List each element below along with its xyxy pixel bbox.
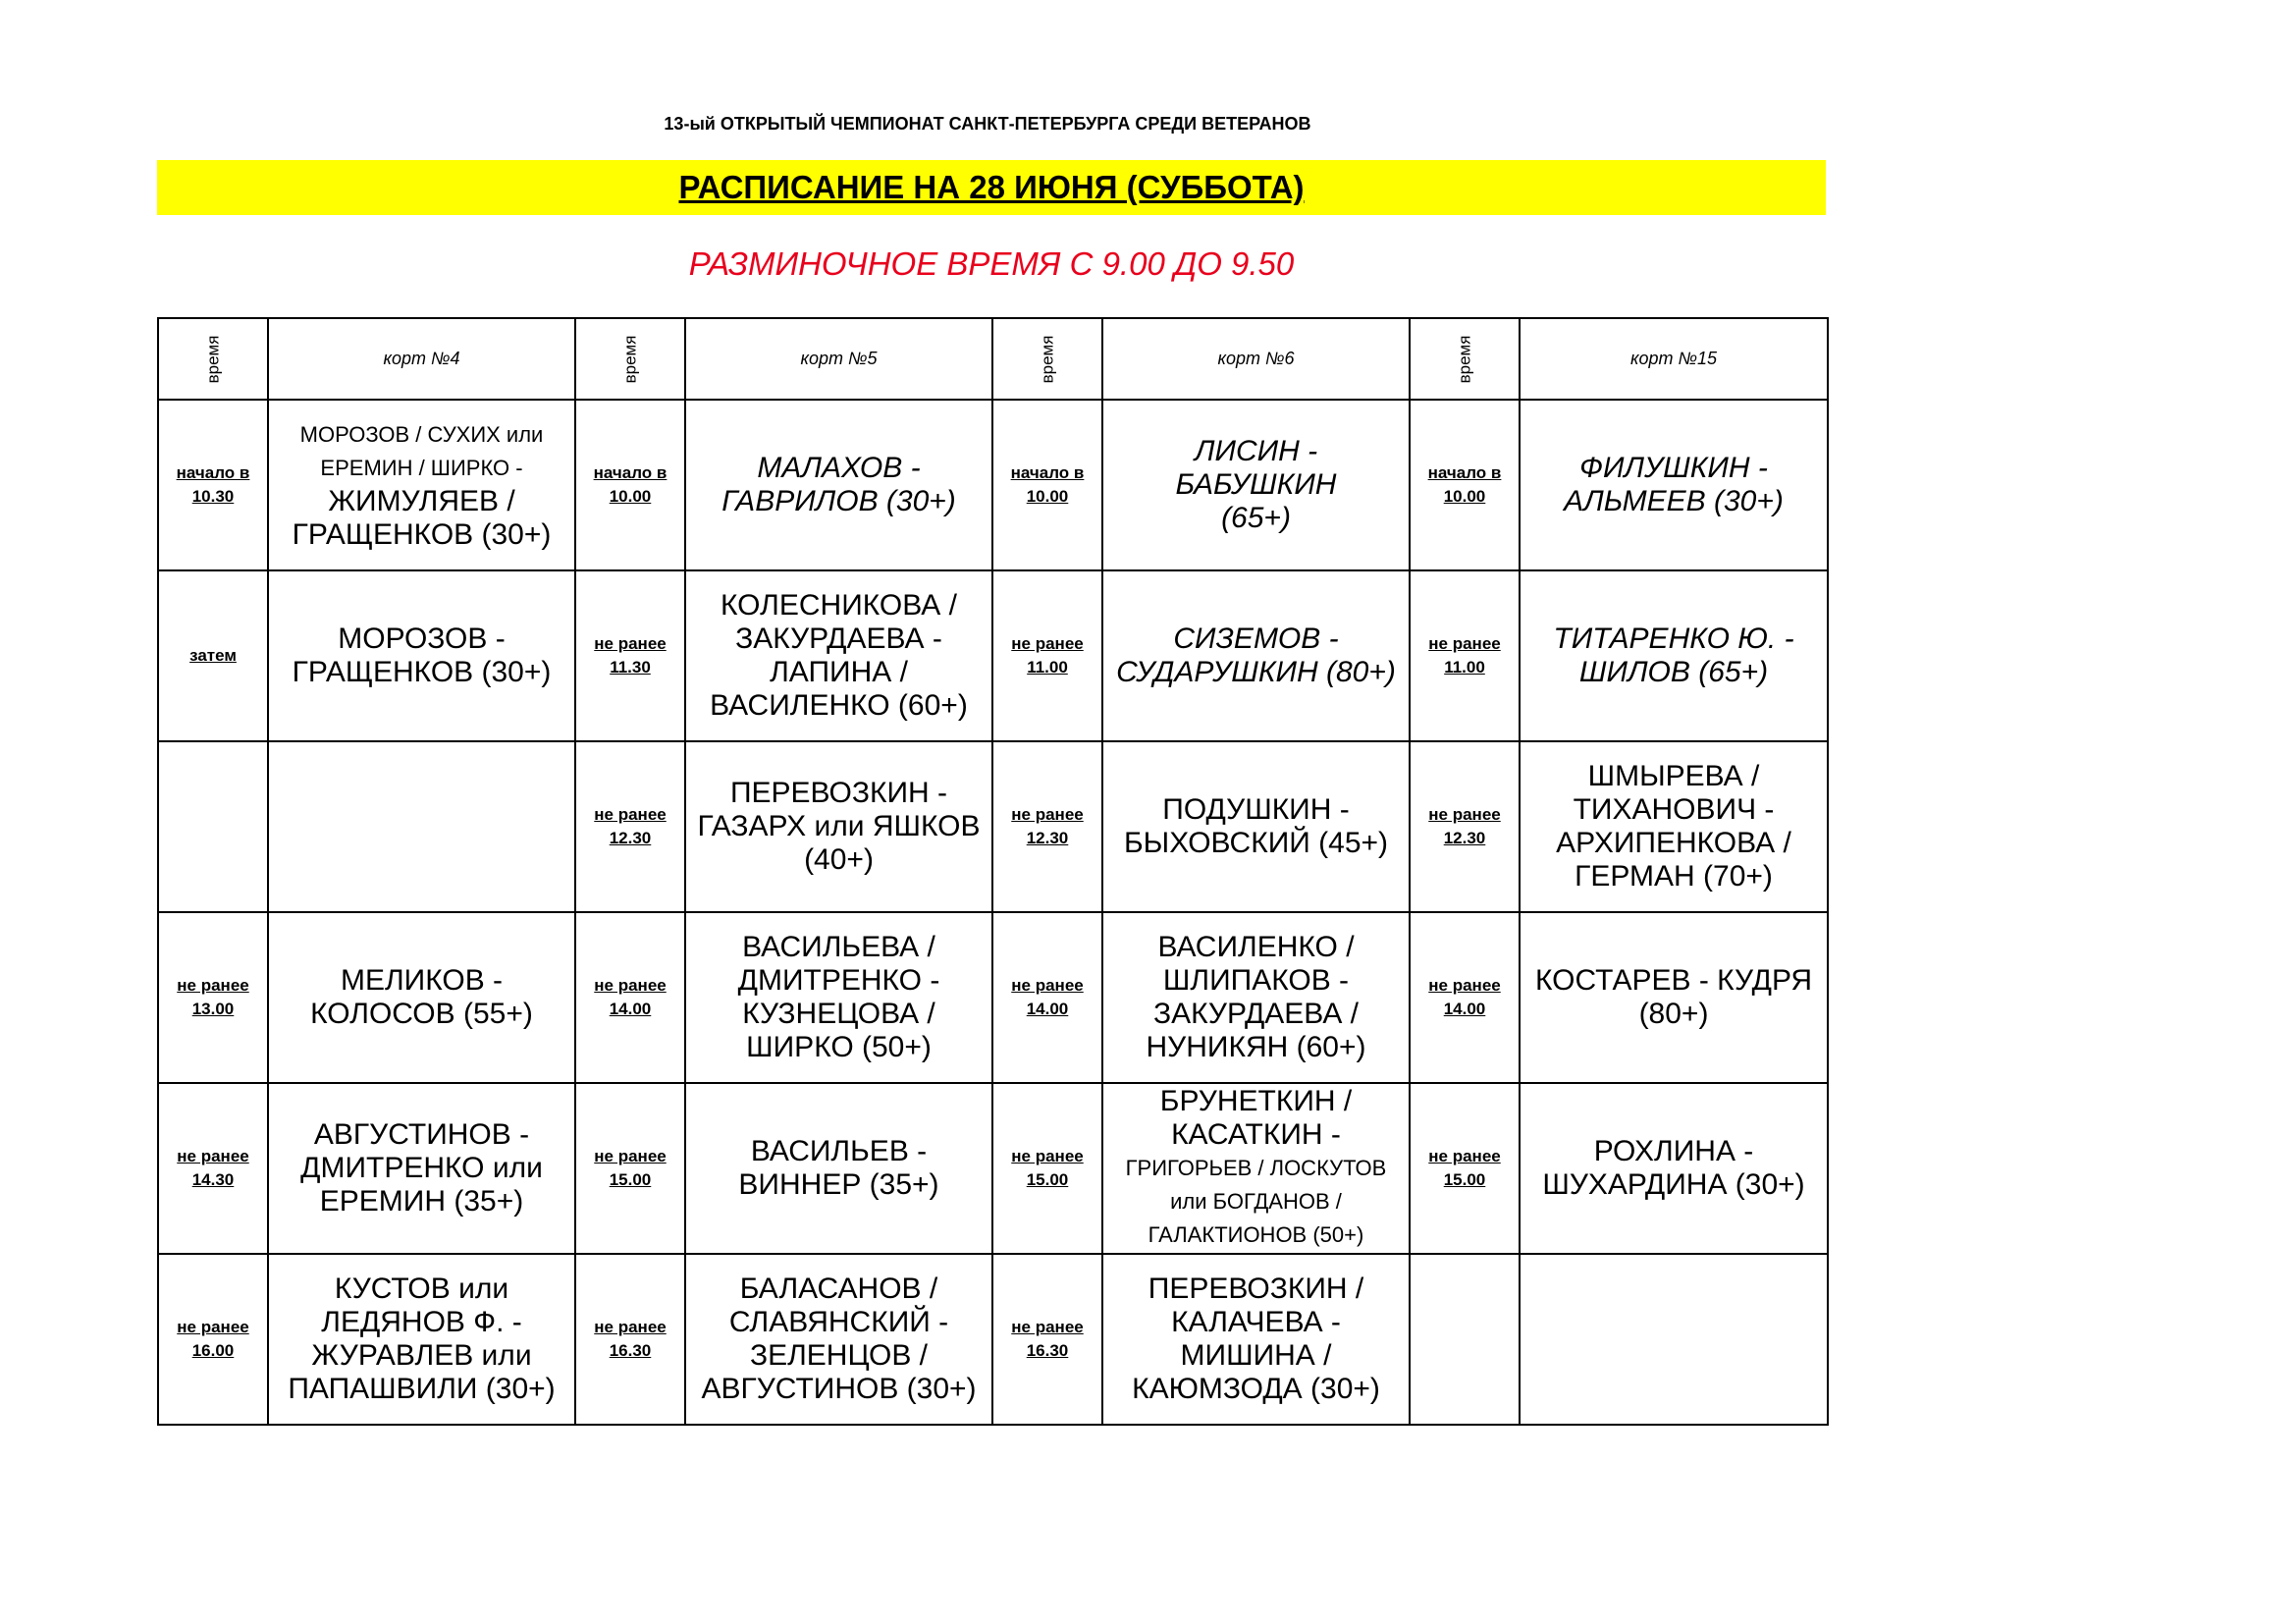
schedule-row xyxy=(158,1083,1828,1254)
match-line: ГАВРИЛОВ (30+) xyxy=(721,485,956,517)
time-line: 16.30 xyxy=(609,1341,652,1360)
match-line: ЕРЕМИН (35+) xyxy=(319,1185,524,1218)
time-line: 15.00 xyxy=(609,1170,652,1189)
match-cell xyxy=(1520,1083,1828,1254)
time-cell xyxy=(1410,400,1520,570)
start-time xyxy=(167,974,259,1021)
match-line: ЗАКУРДАЕВА / xyxy=(1152,998,1360,1030)
schedule-banner xyxy=(157,160,1826,215)
time-cell xyxy=(575,570,685,741)
time-line: не ранее xyxy=(594,1147,667,1165)
match-line: ВАСИЛЬЕВ - xyxy=(750,1135,928,1167)
match-entry xyxy=(1528,1135,1819,1202)
time-line: не ранее xyxy=(594,1318,667,1336)
time-cell xyxy=(1410,570,1520,741)
start-time xyxy=(1418,974,1511,1021)
match-entry xyxy=(1111,623,1401,689)
time-line: 10.30 xyxy=(191,487,235,506)
time-cell xyxy=(992,1254,1102,1425)
time-line: не ранее xyxy=(177,1147,249,1165)
time-line: 15.00 xyxy=(1026,1170,1069,1189)
match-cell xyxy=(268,400,575,570)
match-line: АВГУСТИНОВ (30+) xyxy=(701,1373,977,1405)
match-cell xyxy=(685,570,992,741)
match-cell xyxy=(685,1254,992,1425)
match-line: ЕРЕМИН / ШИРКО - xyxy=(320,456,523,480)
time-line: не ранее xyxy=(594,805,667,824)
match-line: КУСТОВ или xyxy=(334,1272,509,1305)
match-line: МИШИНА / xyxy=(1180,1339,1332,1372)
time-header: время xyxy=(1410,318,1520,400)
time-line: 12.30 xyxy=(609,829,652,847)
time-line: не ранее xyxy=(177,1318,249,1336)
start-time xyxy=(167,1316,259,1363)
start-time xyxy=(167,1145,259,1192)
start-time xyxy=(584,461,676,509)
match-cell xyxy=(685,912,992,1083)
match-entry xyxy=(1111,435,1401,535)
start-time xyxy=(167,461,259,509)
time-line: 11.30 xyxy=(610,658,651,677)
match-line: МЕЛИКОВ - xyxy=(340,964,504,997)
match-entry xyxy=(277,1118,566,1218)
match-line: ПОДУШКИН - xyxy=(1162,793,1350,826)
match-line: ШИРКО (50+) xyxy=(746,1031,932,1063)
time-header: время xyxy=(992,318,1102,400)
time-cell xyxy=(158,400,268,570)
start-time xyxy=(1001,632,1094,679)
match-line: ГРАЩЕНКОВ (30+) xyxy=(292,518,552,551)
schedule-row xyxy=(158,741,1828,912)
start-time xyxy=(1418,461,1511,509)
time-line: не ранее xyxy=(1428,634,1501,653)
match-cell xyxy=(1520,741,1828,912)
match-line: СЛАВЯНСКИЙ - xyxy=(728,1306,949,1338)
time-cell xyxy=(575,1083,685,1254)
start-time xyxy=(1001,1145,1094,1192)
start-time xyxy=(584,1145,676,1192)
schedule-body xyxy=(158,318,1828,1425)
match-line: БЫХОВСКИЙ (45+) xyxy=(1123,827,1389,859)
time-line: не ранее xyxy=(594,976,667,995)
time-line: 16.30 xyxy=(1026,1341,1069,1360)
time-cell xyxy=(992,912,1102,1083)
time-line: 10.00 xyxy=(1443,487,1486,506)
schedule-title: РАСПИСАНИЕ НА 28 ИЮНЯ (СУББОТА) xyxy=(678,169,1305,205)
match-entry xyxy=(277,623,566,689)
time-cell xyxy=(158,741,268,912)
time-line: 14.00 xyxy=(609,1000,652,1018)
match-line: ЛИСИН - БАБУШКИН xyxy=(1175,435,1337,501)
match-entry xyxy=(1528,964,1819,1031)
match-line: КАЮМЗОДА (30+) xyxy=(1132,1373,1380,1405)
match-entry xyxy=(1111,793,1401,860)
time-line: 14.00 xyxy=(1026,1000,1069,1018)
match-cell xyxy=(1102,1083,1410,1254)
time-cell xyxy=(1410,1083,1520,1254)
time-cell xyxy=(158,1083,268,1254)
match-cell xyxy=(1102,741,1410,912)
match-line: ГАЛАКТИОНОВ (50+) xyxy=(1148,1222,1364,1247)
match-line: КОЛЕСНИКОВА / xyxy=(721,589,957,622)
match-line: ПАПАШВИЛИ (30+) xyxy=(288,1373,556,1405)
schedule-row xyxy=(158,912,1828,1083)
court-header: корт №4 xyxy=(268,318,575,400)
match-cell xyxy=(685,741,992,912)
match-cell xyxy=(268,1254,575,1425)
match-line: АВГУСТИНОВ - xyxy=(313,1118,530,1151)
championship-title: 13-ый ОТКРЫТЫЙ ЧЕМПИОНАТ САНКТ-ПЕТЕРБУРГА СРЕДИ ВЕТЕРАНОВ xyxy=(664,114,1311,134)
match-line: ЛЕДЯНОВ Ф. - xyxy=(321,1306,522,1338)
time-cell xyxy=(992,400,1102,570)
match-line: (80+) xyxy=(1638,998,1709,1030)
match-entry xyxy=(694,1135,984,1202)
time-cell xyxy=(158,570,268,741)
time-line: 12.30 xyxy=(1443,829,1486,847)
match-cell xyxy=(1520,912,1828,1083)
time-cell xyxy=(575,1254,685,1425)
court-header: корт №6 xyxy=(1102,318,1410,400)
match-line: ФИЛУШКИН - xyxy=(1579,452,1768,484)
match-entry xyxy=(694,931,984,1064)
match-line: ЛАПИНА / xyxy=(770,656,908,688)
match-line: ЖИМУЛЯЕВ / xyxy=(328,485,515,517)
match-line: ШЛИПАКОВ - xyxy=(1162,964,1350,997)
start-time xyxy=(584,632,676,679)
time-cell xyxy=(158,1254,268,1425)
match-cell xyxy=(1102,912,1410,1083)
match-line: КОСТАРЕВ - КУДРЯ xyxy=(1534,964,1813,997)
match-cell xyxy=(268,741,575,912)
match-line: КОЛОСОВ (55+) xyxy=(310,998,533,1030)
match-entry xyxy=(277,1272,566,1406)
match-line: КУЗНЕЦОВА / xyxy=(742,998,935,1030)
time-line: не ранее xyxy=(1428,1147,1501,1165)
warmup-notice: РАЗМИНОЧНОЕ ВРЕМЯ С 9.00 ДО 9.50 xyxy=(688,245,1295,282)
start-time xyxy=(584,1316,676,1363)
time-line: не ранее xyxy=(177,976,249,995)
match-line: КАСАТКИН - xyxy=(1171,1118,1341,1151)
match-cell xyxy=(1520,570,1828,741)
match-line: ВИННЕР (35+) xyxy=(738,1168,939,1201)
time-line: начало в xyxy=(593,463,667,482)
start-time xyxy=(1001,803,1094,850)
time-line: не ранее xyxy=(1011,1147,1084,1165)
schedule-row xyxy=(158,1254,1828,1425)
time-header: время xyxy=(575,318,685,400)
time-line: начало в xyxy=(1010,463,1085,482)
match-entry xyxy=(1528,760,1819,893)
time-cell xyxy=(575,400,685,570)
time-line: 12.30 xyxy=(1026,829,1069,847)
match-line: НУНИКЯН (60+) xyxy=(1146,1031,1366,1063)
match-line: (65+) xyxy=(1221,502,1291,534)
match-line: ТИХАНОВИЧ - xyxy=(1573,793,1775,826)
match-cell xyxy=(268,570,575,741)
match-line: ШМЫРЕВА / xyxy=(1587,760,1760,792)
time-line: 10.00 xyxy=(609,487,652,506)
time-line: 16.00 xyxy=(191,1341,235,1360)
match-line: ВАСИЛЕНКО / xyxy=(1157,931,1355,963)
time-line: начало в xyxy=(1427,463,1502,482)
match-line: ГАЗАРХ или ЯШКОВ xyxy=(697,810,981,842)
schedule-table xyxy=(157,317,1829,1426)
time-line: не ранее xyxy=(1428,976,1501,995)
time-line: не ранее xyxy=(1011,1318,1084,1336)
match-cell xyxy=(1102,400,1410,570)
time-line: 13.00 xyxy=(191,1000,235,1018)
start-time xyxy=(584,803,676,850)
match-line: ГРАЩЕНКОВ (30+) xyxy=(292,656,552,688)
start-time xyxy=(1418,632,1511,679)
match-line: АРХИПЕНКОВА / xyxy=(1556,827,1791,859)
match-line: ГЕРМАН (70+) xyxy=(1575,860,1773,893)
match-line: ВАСИЛЬЕВА / xyxy=(742,931,935,963)
match-entry xyxy=(1528,623,1819,689)
match-line: или БОГДАНОВ / xyxy=(1170,1189,1342,1214)
match-line: МОРОЗОВ - xyxy=(338,623,506,655)
match-line: ЗЕЛЕНЦОВ / xyxy=(749,1339,929,1372)
schedule-row xyxy=(158,570,1828,741)
match-line: КАЛАЧЕВА - xyxy=(1171,1306,1341,1338)
match-entry xyxy=(1528,452,1819,518)
time-line: 11.00 xyxy=(1027,658,1068,677)
match-line: ШИЛОВ (65+) xyxy=(1578,656,1769,688)
start-time xyxy=(1418,1145,1511,1192)
match-line: ВАСИЛЕНКО (60+) xyxy=(710,689,968,722)
match-cell xyxy=(685,1083,992,1254)
match-line: БАЛАСАНОВ / xyxy=(739,1272,938,1305)
time-line: не ранее xyxy=(1011,805,1084,824)
match-cell xyxy=(1102,1254,1410,1425)
match-line: РОХЛИНА - xyxy=(1593,1135,1754,1167)
match-cell xyxy=(685,400,992,570)
match-cell xyxy=(268,912,575,1083)
time-cell xyxy=(575,741,685,912)
match-line: ГРИГОРЬЕВ / ЛОСКУТОВ xyxy=(1125,1156,1387,1180)
time-cell xyxy=(1410,741,1520,912)
match-line: ПЕРЕВОЗКИН / xyxy=(1148,1272,1364,1305)
match-cell xyxy=(1520,400,1828,570)
time-cell xyxy=(992,570,1102,741)
time-line: начало в xyxy=(176,463,250,482)
match-entry xyxy=(1111,931,1401,1064)
time-line: затем xyxy=(189,646,237,665)
match-entry xyxy=(1111,1085,1401,1252)
match-cell xyxy=(1520,1254,1828,1425)
time-line: не ранее xyxy=(1011,634,1084,653)
match-entry xyxy=(694,452,984,518)
time-cell xyxy=(158,912,268,1083)
start-time xyxy=(1001,974,1094,1021)
match-line: ТИТАРЕНКО Ю. - xyxy=(1553,623,1794,655)
time-line: 11.00 xyxy=(1444,658,1485,677)
court-header: корт №15 xyxy=(1520,318,1828,400)
time-cell xyxy=(992,1083,1102,1254)
match-line: МАЛАХОВ - xyxy=(757,452,921,484)
start-time xyxy=(584,974,676,1021)
match-entry xyxy=(694,589,984,723)
start-time xyxy=(1001,461,1094,509)
time-cell xyxy=(1410,912,1520,1083)
court-header: корт №5 xyxy=(685,318,992,400)
match-line: ШУХАРДИНА (30+) xyxy=(1542,1168,1805,1201)
time-line: 14.30 xyxy=(191,1170,235,1189)
time-line: 14.00 xyxy=(1443,1000,1486,1018)
time-line: 10.00 xyxy=(1026,487,1069,506)
start-time xyxy=(1001,1316,1094,1363)
match-entry xyxy=(694,1272,984,1406)
match-line: ДМИТРЕНКО или xyxy=(300,1152,543,1184)
match-entry xyxy=(277,418,566,552)
time-line: не ранее xyxy=(1428,805,1501,824)
time-cell xyxy=(992,741,1102,912)
match-line: ЖУРАВЛЕВ или xyxy=(311,1339,532,1372)
schedule-row xyxy=(158,400,1828,570)
match-line: (40+) xyxy=(804,843,874,876)
time-line: не ранее xyxy=(1011,976,1084,995)
match-line: БРУНЕТКИН / xyxy=(1159,1085,1353,1117)
time-cell xyxy=(1410,1254,1520,1425)
match-line: АЛЬМЕЕВ (30+) xyxy=(1564,485,1784,517)
match-line: ПЕРЕВОЗКИН - xyxy=(729,777,948,809)
match-entry xyxy=(1111,1272,1401,1406)
header-row xyxy=(158,318,1828,400)
match-cell xyxy=(268,1083,575,1254)
match-line: МОРОЗОВ / СУХИХ или xyxy=(299,422,544,447)
match-line: СИЗЕМОВ - xyxy=(1173,623,1339,655)
match-entry xyxy=(694,777,984,877)
match-line: ДМИТРЕНКО - xyxy=(737,964,940,997)
time-line: 15.00 xyxy=(1443,1170,1486,1189)
time-cell xyxy=(575,912,685,1083)
match-entry xyxy=(277,964,566,1031)
match-cell xyxy=(1102,570,1410,741)
match-line: ЗАКУРДАЕВА - xyxy=(735,623,942,655)
match-line: СУДАРУШКИН (80+) xyxy=(1116,656,1396,688)
time-line: не ранее xyxy=(594,634,667,653)
start-time xyxy=(167,644,259,668)
time-header: время xyxy=(158,318,268,400)
start-time xyxy=(1418,803,1511,850)
